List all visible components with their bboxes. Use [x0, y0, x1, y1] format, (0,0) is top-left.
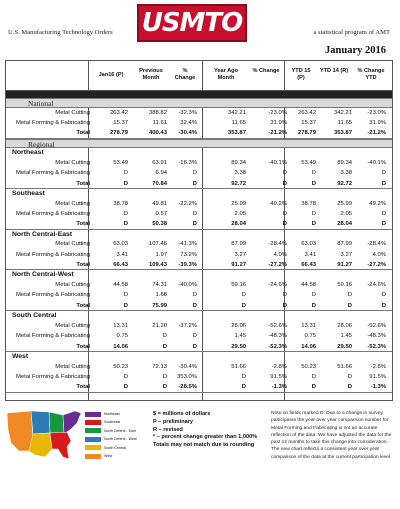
table-cell: -2.8%: [370, 363, 386, 370]
table-cell: 89.34: [337, 159, 352, 166]
table-cell: D: [123, 180, 128, 187]
table-row: [6, 209, 392, 219]
legend-item: [85, 444, 147, 452]
table-cell: 29.50: [231, 343, 246, 350]
table-cell: 400.43: [148, 130, 167, 137]
table-cell: -39.3%: [178, 262, 197, 269]
table-cell: D: [162, 333, 167, 340]
table-cell: 50.38: [152, 221, 167, 228]
table-cell: 3.38: [234, 170, 246, 177]
map-north-central-east: [49, 412, 64, 433]
table-cell: 63.91: [152, 159, 167, 166]
col-ytd15: YTD 15 (P): [291, 68, 311, 81]
table-cell: 4.0%: [372, 251, 386, 258]
total-row: [6, 260, 392, 270]
table-cell: D: [192, 210, 197, 217]
table-cell: 3.27: [340, 251, 352, 258]
table-cell: D: [192, 180, 197, 187]
table-cell: D: [381, 302, 386, 309]
table-cell: 28.06: [231, 322, 246, 329]
table-cell: 44.58: [113, 282, 128, 289]
table-cell: D: [311, 180, 316, 187]
legend-swatch: [85, 428, 101, 433]
row-label: Total: [76, 302, 90, 309]
row-label: Total: [76, 130, 90, 137]
table-cell: -30.4%: [178, 130, 197, 137]
legend-item: [85, 410, 147, 418]
table-cell: D: [123, 221, 128, 228]
note-item: R – revised: [153, 426, 183, 433]
table-cell: 3.41: [304, 251, 316, 258]
table-cell: 3.27: [234, 251, 246, 258]
report-header: [0, 0, 400, 56]
table-cell: 0.57: [155, 210, 167, 217]
table-cell: -21.2%: [268, 130, 287, 137]
map-south-central: [29, 433, 52, 457]
row-label: Metal Cutting: [55, 109, 90, 116]
table-cell: -1.3%: [370, 384, 386, 391]
table-cell: 263.42: [109, 109, 128, 116]
table-row: [6, 250, 392, 260]
table-cell: -22.2%: [178, 200, 197, 207]
legend-item: [85, 435, 147, 443]
table-cell: 59.16: [337, 282, 352, 289]
table-cell: D: [311, 384, 316, 391]
table-cell: 109.43: [148, 262, 167, 269]
table-cell: 32.4%: [180, 119, 197, 126]
legend-items: [85, 410, 147, 460]
table-row: [6, 239, 392, 249]
table-cell: 1.45: [234, 333, 246, 340]
table-cell: 91.5%: [369, 373, 386, 380]
table-cell: D: [241, 302, 246, 309]
col-change-1: % Change: [174, 68, 196, 81]
legend-label: South Central: [104, 445, 126, 450]
table-cell: 38.78: [301, 200, 316, 207]
table-cell: 63.03: [301, 241, 316, 248]
table-row: [6, 362, 392, 372]
table-row: [6, 118, 392, 128]
table-cell: -52.3%: [268, 343, 287, 350]
table-cell: 1.68: [155, 292, 167, 299]
table-cell: 342.21: [227, 109, 246, 116]
table-cell: 2.05: [340, 210, 352, 217]
table-cell: D: [123, 210, 128, 217]
table-cell: -37.2%: [178, 322, 197, 329]
table-cell: 2.05: [234, 210, 246, 217]
table-cell: D: [192, 302, 197, 309]
table-cell: 50.23: [301, 363, 316, 370]
total-row: [6, 342, 392, 352]
table-cell: 13.31: [301, 322, 316, 329]
table-cell: 3.41: [116, 251, 128, 258]
col-change-2: % Change: [252, 68, 280, 74]
table-cell: 29.50: [337, 343, 352, 350]
col-ytd14: YTD 14 (R): [319, 68, 349, 74]
table-cell: 388.82: [148, 109, 167, 116]
legend-label: North Central - East: [104, 428, 136, 433]
legend-label: West: [104, 453, 113, 458]
table-row: [6, 372, 392, 382]
row-label: Metal Forming & Fabricating: [16, 292, 90, 299]
table-cell: 87.99: [337, 241, 352, 248]
table-cell: -28.4%: [268, 241, 287, 248]
row-label: Metal Forming & Fabricating: [16, 119, 90, 126]
table-cell: 89.34: [231, 159, 246, 166]
table-cell: 28.04: [337, 221, 352, 228]
table-cell: 51.66: [337, 363, 352, 370]
table-cell: 6.94: [155, 170, 167, 177]
table-cell: 278.79: [109, 130, 128, 137]
row-label: Total: [76, 384, 90, 391]
table-cell: 66.43: [301, 262, 316, 269]
table-cell: D: [381, 292, 386, 299]
table-cell: D: [192, 221, 197, 228]
table-cell: 92.72: [231, 180, 246, 187]
table-cell: 353.87: [333, 130, 352, 137]
table-cell: D: [347, 373, 352, 380]
map-southeast: [50, 432, 71, 459]
map-west: [7, 411, 33, 451]
table-cell: D: [162, 343, 167, 350]
row-label: Total: [76, 180, 90, 187]
table-cell: -28.5%: [178, 384, 197, 391]
legend-label: Northeast: [104, 412, 120, 416]
row-label: Metal Forming & Fabricating: [16, 333, 90, 340]
table-cell: 263.42: [297, 109, 316, 116]
table-cell: 15.37: [301, 119, 316, 126]
table-cell: 4.0%: [273, 251, 287, 258]
region-heading: Southeast: [12, 189, 45, 197]
table-cell: D: [381, 210, 386, 217]
legend-swatch: [85, 437, 101, 442]
table-cell: D: [162, 384, 167, 391]
table-row: [6, 321, 392, 331]
table-cell: -21.2%: [367, 130, 386, 137]
row-label: Total: [76, 221, 90, 228]
row-label: Metal Cutting: [55, 200, 90, 207]
table-cell: -48.3%: [268, 333, 287, 340]
table-cell: 25.99: [231, 200, 246, 207]
table-cell: -40.0%: [178, 282, 197, 289]
table-cell: 1.45: [340, 333, 352, 340]
table-cell: D: [241, 373, 246, 380]
table-cell: D: [311, 210, 316, 217]
table-cell: -30.4%: [178, 363, 197, 370]
table-cell: 31.9%: [270, 119, 287, 126]
table-cell: D: [123, 302, 128, 309]
table-cell: -40.1%: [268, 159, 287, 166]
table-cell: D: [311, 292, 316, 299]
data-footnote: Note on fields marked D: Due to a change in survey participants the year over year comparison number for Metal Forming and Fabricating is not an accurate reflection of the data. We have adjusted the data for the past 12 months to take this change into consideration. The new chart reflects a consistent year over year comparison of the data at the current participation level.: [271, 411, 392, 460]
total-row: [6, 219, 392, 229]
table-cell: -16.3%: [178, 159, 197, 166]
report-month: January 2016: [325, 45, 386, 56]
section-heading: Regional: [6, 139, 392, 149]
report-subtitle: U.S. Manufacturing Technology Orders: [8, 29, 113, 36]
table-cell: 107.46: [148, 241, 167, 248]
table-cell: 15.37: [113, 119, 128, 126]
table-cell: D: [123, 373, 128, 380]
table-cell: -27.2%: [268, 262, 287, 269]
table-cell: 91.27: [231, 262, 246, 269]
header-bar: [6, 91, 392, 98]
table-cell: 28.06: [337, 322, 352, 329]
table-cell: D: [282, 302, 287, 309]
row-label: Total: [76, 262, 90, 269]
legend-swatch: [85, 412, 101, 417]
table-cell: 53.49: [113, 159, 128, 166]
region-heading: Northeast: [12, 149, 44, 157]
map-north-central-west: [31, 411, 50, 434]
region-legend: [5, 407, 147, 467]
table-row: [6, 290, 392, 300]
legend-item: [85, 418, 147, 426]
table-cell: 49.2%: [369, 200, 386, 207]
table-cell: -23.0%: [268, 109, 287, 116]
table-cell: -28.4%: [367, 241, 386, 248]
total-row: [6, 382, 392, 392]
table-cell: 0.75: [304, 333, 316, 340]
table-cell: 72.13: [152, 363, 167, 370]
legend-item: [85, 427, 147, 435]
table-cell: 91.5%: [270, 373, 287, 380]
table-cell: D: [192, 170, 197, 177]
table-cell: 14.06: [113, 343, 128, 350]
table-cell: D: [241, 384, 246, 391]
note-item: P – preliminary: [153, 418, 194, 425]
table-cell: 91.27: [337, 262, 352, 269]
table-cell: -52.3%: [367, 343, 386, 350]
total-row: [6, 179, 392, 189]
table-cell: 44.58: [301, 282, 316, 289]
table-row: [6, 168, 392, 178]
table-cell: 63.03: [113, 241, 128, 248]
row-label: Metal Cutting: [55, 322, 90, 329]
table-cell: -24.6%: [268, 282, 287, 289]
table-cell: 49.2%: [270, 200, 287, 207]
table-cell: -27.2%: [367, 262, 386, 269]
row-label: Metal Forming & Fabricating: [16, 251, 90, 258]
table-cell: 50.23: [113, 363, 128, 370]
table-cell: 353.0%: [177, 373, 197, 380]
program-tagline: a statistical program of AMT: [313, 29, 390, 36]
table-row: [6, 331, 392, 341]
table-cell: -40.1%: [367, 159, 386, 166]
table-cell: D: [381, 221, 386, 228]
row-label: Metal Cutting: [55, 241, 90, 248]
table-cell: D: [282, 221, 287, 228]
table-cell: -52.6%: [367, 322, 386, 329]
legend-swatch: [85, 454, 101, 459]
map-northeast: [63, 411, 81, 433]
col-jan16: Jan16 (P): [98, 72, 124, 78]
notes-list: [153, 411, 263, 450]
table-cell: D: [311, 170, 316, 177]
table-cell: 92.72: [337, 180, 352, 187]
table-cell: -23.0%: [367, 109, 386, 116]
table-cell: 87.99: [231, 241, 246, 248]
table-body: [6, 98, 392, 393]
col-change-ytd: % Change YTD: [357, 68, 385, 81]
total-row: [6, 301, 392, 311]
table-cell: 66.43: [113, 262, 128, 269]
col-year-ago: Year Ago Month: [213, 68, 239, 81]
table-row: [6, 108, 392, 118]
table-cell: 342.21: [333, 109, 352, 116]
table-cell: 21.20: [152, 322, 167, 329]
table-cell: D: [162, 373, 167, 380]
legend-swatch: [85, 420, 101, 425]
table-cell: D: [192, 292, 197, 299]
table-cell: D: [347, 302, 352, 309]
total-row: [6, 128, 392, 138]
table-cell: D: [282, 210, 287, 217]
section-heading: National: [6, 98, 392, 108]
region-heading: North Central-West: [12, 271, 74, 279]
table-cell: 59.16: [231, 282, 246, 289]
table-cell: D: [123, 292, 128, 299]
table-cell: D: [347, 384, 352, 391]
table-cell: 49.81: [152, 200, 167, 207]
row-label: Metal Cutting: [55, 363, 90, 370]
row-label: Total: [76, 343, 90, 350]
table-cell: D: [311, 221, 316, 228]
table-cell: 278.79: [297, 130, 316, 137]
region-heading: North Central-East: [12, 230, 73, 238]
table-cell: 11.61: [152, 119, 167, 126]
legend-item: [85, 452, 147, 460]
table-cell: 25.99: [337, 200, 352, 207]
table-cell: D: [282, 180, 287, 187]
table-cell: 38.78: [113, 200, 128, 207]
table-cell: 70.84: [152, 180, 167, 187]
table-cell: D: [347, 292, 352, 299]
table-cell: 11.65: [231, 119, 246, 126]
table-cell: 13.31: [113, 322, 128, 329]
table-cell: D: [282, 170, 287, 177]
region-heading: South Central: [12, 312, 57, 320]
table-cell: -24.6%: [367, 282, 386, 289]
table-cell: D: [241, 292, 246, 299]
table-cell: 74.31: [152, 282, 167, 289]
table-cell: 73.2%: [180, 251, 197, 258]
col-previous-month: Previous Month: [139, 68, 163, 81]
us-region-map: [5, 407, 83, 463]
table-cell: 31.9%: [369, 119, 386, 126]
table-cell: D: [282, 292, 287, 299]
table-cell: 3.38: [340, 170, 352, 177]
usmto-logo: USMTO: [137, 4, 247, 42]
table-cell: D: [311, 302, 316, 309]
table-cell: 51.66: [231, 363, 246, 370]
note-item: $ = millions of dollars: [153, 411, 211, 417]
row-label: Metal Cutting: [55, 159, 90, 166]
table-cell: 353.87: [227, 130, 246, 137]
table-cell: 1.97: [155, 251, 167, 258]
table-cell: -48.3%: [367, 333, 386, 340]
orders-table: [5, 60, 393, 401]
legend-label: North Central - West: [104, 437, 137, 442]
legend-swatch: [85, 445, 101, 450]
table-cell: -2.8%: [271, 363, 287, 370]
table-cell: 53.49: [301, 159, 316, 166]
table-cell: -41.3%: [178, 241, 197, 248]
table-cell: -52.6%: [268, 322, 287, 329]
table-cell: D: [123, 384, 128, 391]
table-cell: 14.06: [301, 343, 316, 350]
table-row: [6, 199, 392, 209]
table-cell: -1.3%: [271, 384, 287, 391]
note-item: * – percent change greater than 1,000%: [153, 434, 258, 441]
legend-label: Southeast: [104, 420, 121, 425]
table-cell: D: [123, 170, 128, 177]
table-cell: D: [311, 373, 316, 380]
row-label: Metal Forming & Fabricating: [16, 170, 90, 177]
table-cell: D: [192, 333, 197, 340]
table-cell: 11.65: [337, 119, 352, 126]
table-cell: 75.99: [152, 302, 167, 309]
table-row: [6, 158, 392, 168]
table-cell: D: [381, 170, 386, 177]
table-cell: 0.75: [116, 333, 128, 340]
table-cell: 28.04: [231, 221, 246, 228]
table-header: [6, 61, 392, 91]
row-label: Metal Forming & Fabricating: [16, 373, 90, 380]
note-item: Totals may not match due to rounding: [153, 442, 255, 449]
row-label: Metal Forming & Fabricating: [16, 210, 90, 217]
table-cell: D: [192, 343, 197, 350]
table-cell: D: [381, 180, 386, 187]
table-cell: -32.3%: [178, 109, 197, 116]
row-label: Metal Cutting: [55, 282, 90, 289]
region-heading: West: [12, 353, 29, 360]
table-row: [6, 280, 392, 290]
